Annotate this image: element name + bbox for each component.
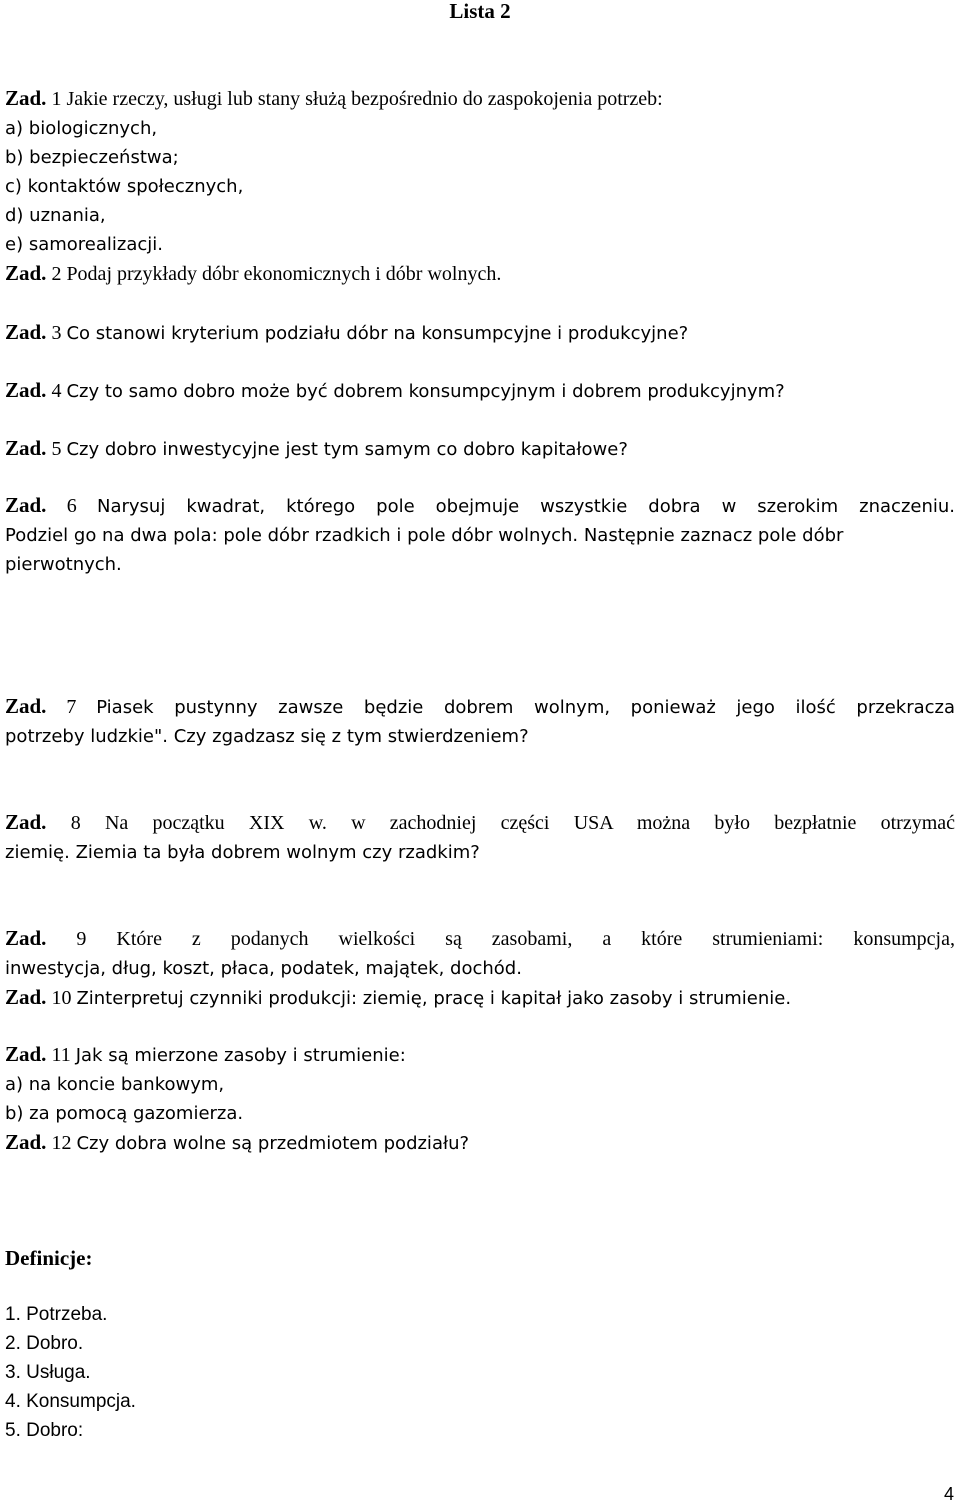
- zad-label: Zad.: [5, 1042, 47, 1066]
- exercise-text: Podaj przykłady dóbr ekonomicznych i dóbr wolnych.: [66, 263, 502, 285]
- exercise-number: 12: [51, 1132, 72, 1154]
- exercise-text: Czy dobro inwestycyjne jest tym samym co dobro kapitałowe?: [66, 439, 628, 460]
- exercise-8: [5, 808, 955, 867]
- exercise-number: 1: [51, 88, 62, 110]
- zad-label: Zad.: [5, 86, 47, 110]
- list-item: b) bezpieczeństwa;: [5, 147, 179, 168]
- exercise-number: 4: [51, 380, 62, 402]
- page-number: 4: [943, 1484, 954, 1504]
- zad-label: Zad.: [5, 985, 47, 1009]
- definition-item: 3. Usługa.: [5, 1362, 91, 1383]
- exercise-9: [5, 924, 955, 1013]
- exercise-5: [5, 434, 955, 464]
- page-title: Lista 2: [449, 0, 511, 23]
- exercise-text: Piasek pustynny zawsze będzie dobrem wolnym, ponieważ jego ilość przekracza: [96, 697, 956, 718]
- definition-item: 4. Konsumpcja.: [5, 1391, 136, 1412]
- exercise-text: Co stanowi kryterium podziału dóbr na konsumpcyjne i produkcyjne?: [66, 323, 689, 344]
- list-item: e) samorealizacji.: [5, 234, 163, 255]
- exercise-12: [5, 1128, 955, 1158]
- zad-label: Zad.: [5, 493, 47, 517]
- exercise-number: 7: [66, 696, 77, 718]
- exercise-number: 6: [66, 495, 77, 517]
- definition-item: 1. Potrzeba.: [5, 1304, 108, 1325]
- exercise-4: [5, 376, 955, 406]
- exercise-number: 10: [51, 987, 72, 1009]
- exercise-1: [5, 84, 955, 289]
- exercise-text: Czy to samo dobro może być dobrem konsumpcyjnym i dobrem produkcyjnym?: [66, 381, 785, 402]
- exercise-10: [5, 983, 955, 1013]
- list-item: d) uznania,: [5, 205, 106, 226]
- zad-label: Zad.: [5, 926, 47, 950]
- zad-label: Zad.: [5, 261, 47, 285]
- exercise-text: inwestycja, dług, koszt, płaca, podatek, majątek, dochód.: [5, 958, 522, 979]
- exercise-text: Które z podanych wielkości są zasobami, a które strumieniami: konsumpcja,: [116, 928, 955, 950]
- exercise-11: [5, 1040, 955, 1158]
- exercise-number: 2: [51, 263, 62, 285]
- exercise-text: Czy dobra wolne są przedmiotem podziału?: [76, 1133, 470, 1154]
- zad-label: Zad.: [5, 1130, 47, 1154]
- exercise-text: Podziel go na dwa pola: pole dóbr rzadkich i pole dóbr wolnych. Następnie zaznacz pole dóbr: [5, 525, 844, 546]
- exercise-number: 3: [51, 322, 62, 344]
- exercise-1-question: [5, 84, 955, 114]
- list-item: b) za pomocą gazomierza.: [5, 1103, 244, 1124]
- exercise-number: 8: [70, 812, 81, 834]
- exercise-6: [5, 491, 955, 579]
- zad-label: Zad.: [5, 436, 47, 460]
- list-item: c) kontaktów społecznych,: [5, 176, 244, 197]
- zad-label: Zad.: [5, 810, 47, 834]
- exercise-text: potrzeby ludzkie". Czy zgadzasz się z tym stwierdzeniem?: [5, 726, 529, 747]
- zad-label: Zad.: [5, 694, 47, 718]
- exercise-3: [5, 318, 955, 348]
- list-item: a) na koncie bankowym,: [5, 1074, 225, 1095]
- definitions-heading: Definicje:: [5, 1246, 93, 1270]
- zad-label: Zad.: [5, 378, 47, 402]
- exercise-2: [5, 259, 955, 289]
- exercise-text: Narysuj kwadrat, którego pole obejmuje wszystkie dobra w szerokim znaczeniu.: [97, 496, 956, 517]
- exercise-7: [5, 692, 955, 751]
- list-item: a) biologicznych,: [5, 118, 158, 139]
- exercise-number: 11: [51, 1044, 71, 1066]
- exercise-text: pierwotnych.: [5, 554, 122, 575]
- exercise-text: Zinterpretuj czynniki produkcji: ziemię, pracę i kapitał jako zasoby i strumienie.: [76, 988, 792, 1009]
- exercise-number: 9: [76, 928, 87, 950]
- definition-item: 5. Dobro:: [5, 1420, 84, 1441]
- exercise-number: 5: [51, 438, 62, 460]
- definition-item: 2. Dobro.: [5, 1333, 84, 1354]
- definitions-list: [5, 1300, 136, 1445]
- exercise-text: ziemię. Ziemia ta była dobrem wolnym czy rzadkim?: [5, 842, 480, 863]
- exercise-text: Jak są mierzone zasoby i strumienie:: [75, 1045, 406, 1066]
- exercise-text: Jakie rzeczy, usługi lub stany służą bezpośrednio do zaspokojenia potrzeb:: [66, 88, 663, 110]
- exercise-text: Na początku XIX w. w zachodniej części USA można było bezpłatnie otrzymać: [104, 812, 956, 834]
- zad-label: Zad.: [5, 320, 47, 344]
